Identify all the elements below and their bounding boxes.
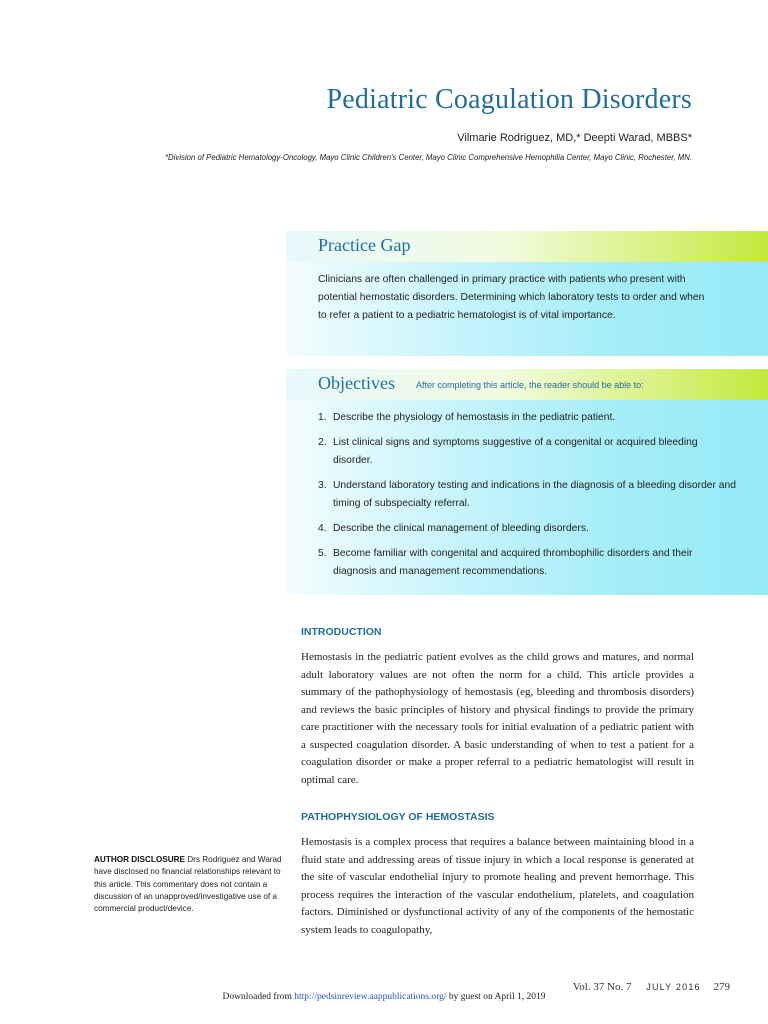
objectives-list (318, 409, 738, 588)
objective-item (318, 545, 738, 581)
disclosure-text: Drs Rodriguez and Warad have disclosed no financial relationships relevant to this article. This commentary does not contain a discussion of an unapproved/investigative use of a commercial product/device. (94, 855, 282, 914)
objective-number: 5. (318, 548, 327, 559)
article-title: Pediatric Coagulation Disorders (326, 84, 692, 115)
objective-text: Become familiar with congenital and acquired thrombophilic disorders and their diagnosis and management recommendations. (333, 548, 693, 577)
objective-number: 4. (318, 523, 327, 534)
download-suffix: by guest on April 1, 2019 (448, 992, 546, 1002)
objective-item (318, 409, 738, 427)
practice-gap-heading: Practice Gap (318, 235, 411, 255)
issue-month: JULY 2016 (646, 982, 701, 992)
objectives-subheading: After completing this article, the reader should be able to: (416, 380, 644, 390)
author-line: Vilmarie Rodriguez, MD,* Deepti Warad, MBBS* (457, 132, 692, 144)
introduction-heading: INTRODUCTION (301, 626, 382, 638)
practice-gap-text: Clinicians are often challenged in primary practice with patients who present with potential hemostatic disorders. Determining which laboratory tests to order and when to refer a patient to a pediatric hematologist is of vital importance. (318, 274, 705, 321)
volume-info: Vol. 37 No. 7 (572, 981, 632, 993)
pathophysiology-text: Hemostasis is a complex process that requires a balance between maintaining blood in a fluid state and addressing areas of tissue injury in which a local response is generated at the site of vascular endothelial injury to promote healing and prevent hemorrhage. This process requires the interaction of the vascular endothelium, platelets, and coagulation factors. Diminished or dysfunctional activity of any of the components of the hemostatic system leads to coagulopathy, (301, 836, 694, 936)
objective-item (318, 434, 738, 470)
objective-text: List clinical signs and symptoms suggestive of a congenital or acquired bleeding disorder. (333, 437, 698, 466)
objectives-heading: Objectives (318, 373, 395, 393)
objective-text: Understand laboratory testing and indications in the diagnosis of a bleeding disorder and timing of subspecialty referral. (333, 480, 736, 509)
objective-text: Describe the physiology of hemostasis in the pediatric patient. (333, 412, 616, 423)
affiliation-line: *Division of Pediatric Hematology-Oncology, Mayo Clinic Children's Center, Mayo Clinic Comprehensive Hemophilia Center, Mayo Clinic, Rochester, MN. (165, 153, 692, 162)
disclosure-label: AUTHOR DISCLOSURE (94, 855, 185, 864)
objective-number: 2. (318, 437, 327, 448)
objective-text: Describe the clinical management of bleeding disorders. (333, 523, 589, 534)
objectives-header (286, 369, 768, 400)
objective-item (318, 477, 738, 513)
introduction-text: Hemostasis in the pediatric patient evolves as the child grows and matures, and normal adult laboratory values are not often the norm for a child. This article provides a summary of the pathophysiology of hemostasis (eg, bleeding and thrombosis disorders) and reviews the basic principles of history and physical findings to provide the primary care practitioner with the necessary tools for initial evaluation of a pediatric patient with a suspected coagulation disorder. A basic understanding of when to test a patient for a coagulation disorder or make a proper referral to a pediatric hematologist will result in optimal care. (301, 651, 694, 786)
practice-gap-box (286, 231, 768, 356)
download-link[interactable]: http://pedsinreview.aappublications.org/ (294, 992, 447, 1002)
page-number: 279 (713, 981, 730, 993)
author-disclosure (94, 854, 286, 915)
practice-gap-header (286, 231, 768, 262)
objectives-box (286, 369, 768, 595)
objective-number: 3. (318, 480, 327, 491)
objective-number: 1. (318, 412, 327, 423)
download-prefix: Downloaded from (222, 992, 292, 1002)
download-notice (0, 992, 768, 1002)
pathophysiology-heading: PATHOPHYSIOLOGY OF HEMOSTASIS (301, 811, 495, 823)
objective-item (318, 520, 738, 538)
